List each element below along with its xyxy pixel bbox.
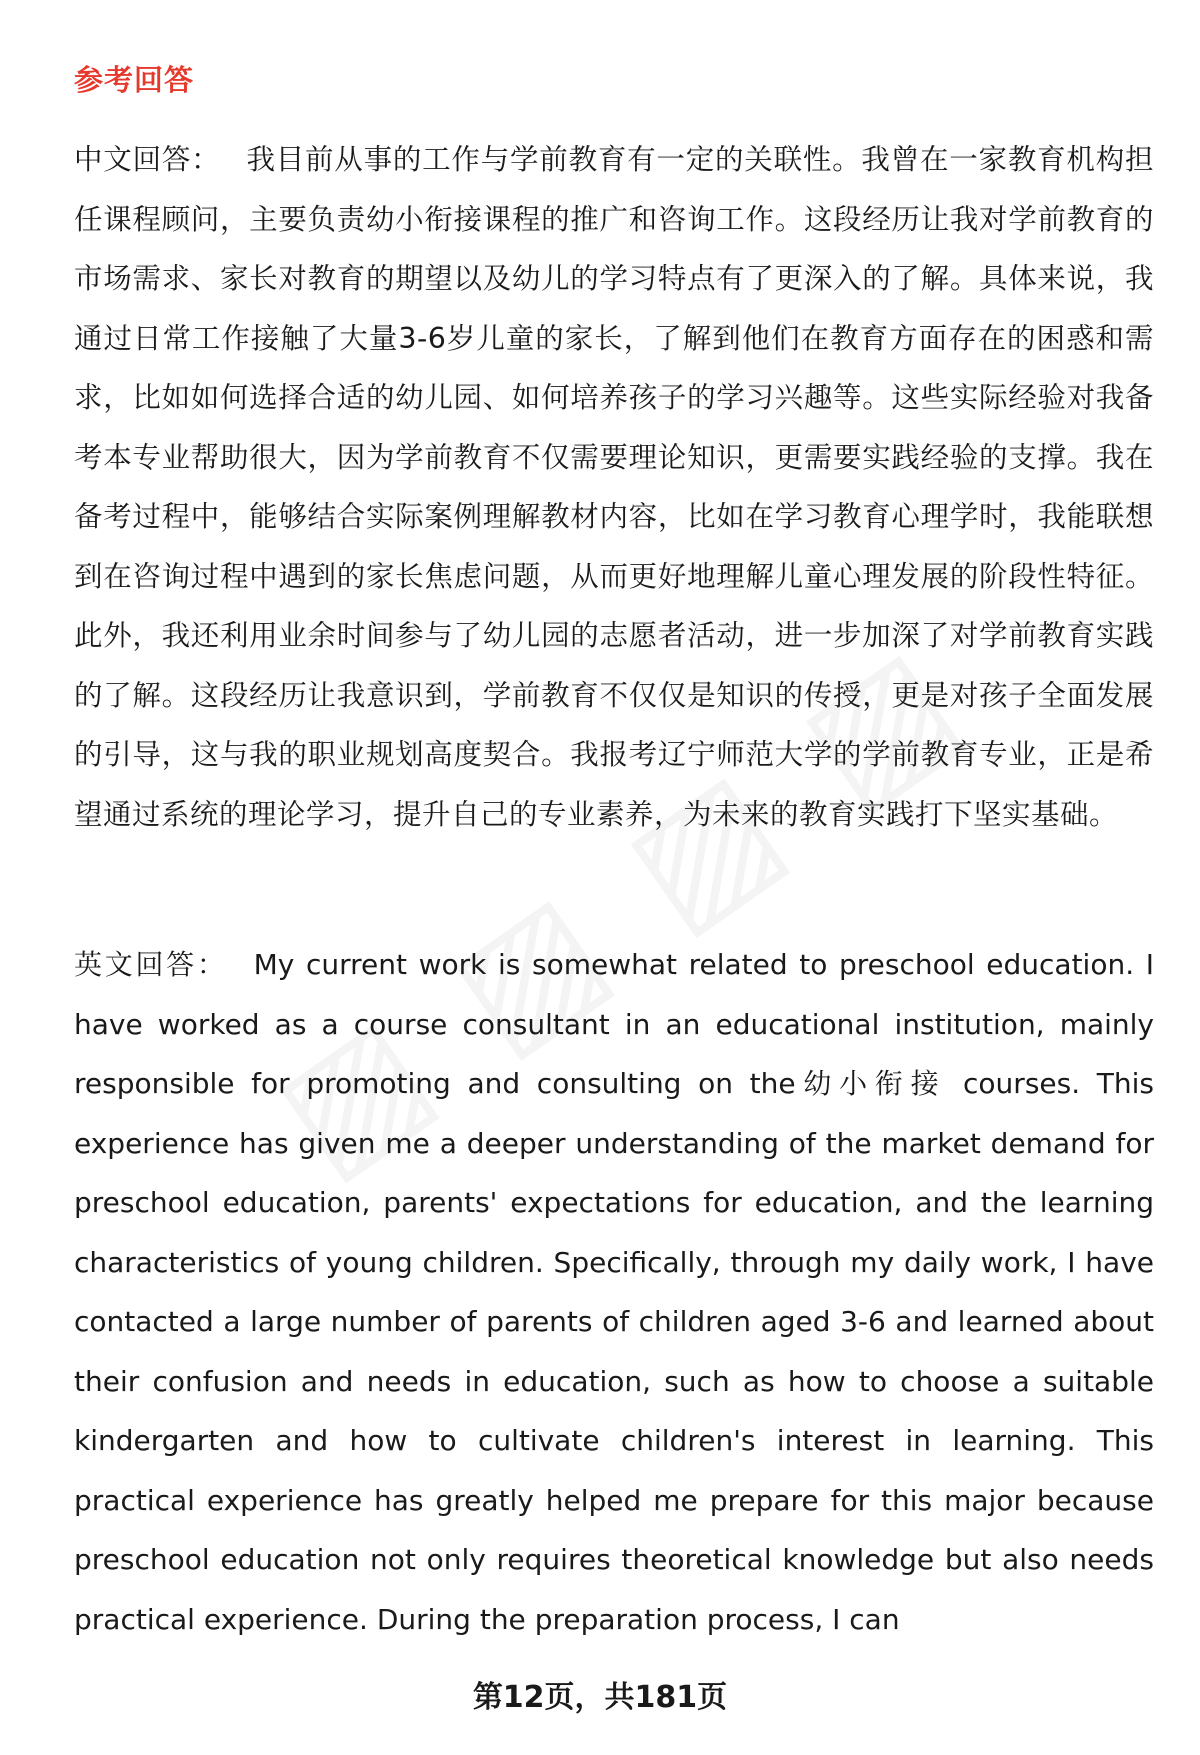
chinese-answer-paragraph bbox=[74, 130, 1154, 844]
chinese-answer-text: 我目前从事的工作与学前教育有一定的关联性。我曾在一家教育机构担任课程顾问，主要负责幼小衔接课程的推广和咨询工作。这段经历让我对学前教育的市场需求、家长对教育的期望以及幼儿的学习特点有了更深入的了解。具体来说，我通过日常工作接触了大量3-6岁儿童的家长，了解到他们在教育方面存在的困惑和需求，比如如何选择合适的幼儿园、如何培养孩子的学习兴趣等。这些实际经验对我备考本专业帮助很大，因为学前教育不仅需要理论知识，更需要实践经验的支撑。我在备考过程中，能够结合实际案例理解教材内容，比如在学习教育心理学时，我能联想到在咨询过程中遇到的家长焦虑问题，从而更好地理解儿童心理发展的阶段性特征。此外，我还利用业余时间参与了幼儿园的志愿者活动，进一步加深了对学前教育实践的了解。这段经历让我意识到，学前教育不仅仅是知识的传授，更是对孩子全面发展的引导，这与我的职业规划高度契合。我报考辽宁师范大学的学前教育专业，正是希望通过系统的理论学习，提升自己的专业素养，为未来的教育实践打下坚实基础。 bbox=[74, 143, 1154, 831]
page-number: 第12页，共181页 bbox=[472, 1680, 728, 1715]
chinese-answer-label: 中文回答： bbox=[74, 143, 221, 176]
english-answer-label: 英文回答： bbox=[74, 948, 228, 981]
english-answer-paragraph bbox=[74, 935, 1154, 1649]
section-title: 参考回答 bbox=[74, 63, 195, 97]
english-answer-text: My current work is somewhat related to preschool education. I have worked as a course consultant in an educational institution, mainly responsible for promoting and consulting on the幼小衔接 courses. This experience has given me a deeper understanding of the market demand for preschool education, parents' expectations for education, and the learning characteristics of young children. Specifically, through my daily work, I have contacted a large number of parents of children aged 3-6 and learned about their confusion and needs in education, such as how to choose a suitable kindergarten and how to cultivate children's interest in learning. This practical experience has greatly helped me prepare for this major because preschool education not only requires theoretical knowledge but also needs practical experience. During the preparation process, I can bbox=[74, 948, 1154, 1636]
